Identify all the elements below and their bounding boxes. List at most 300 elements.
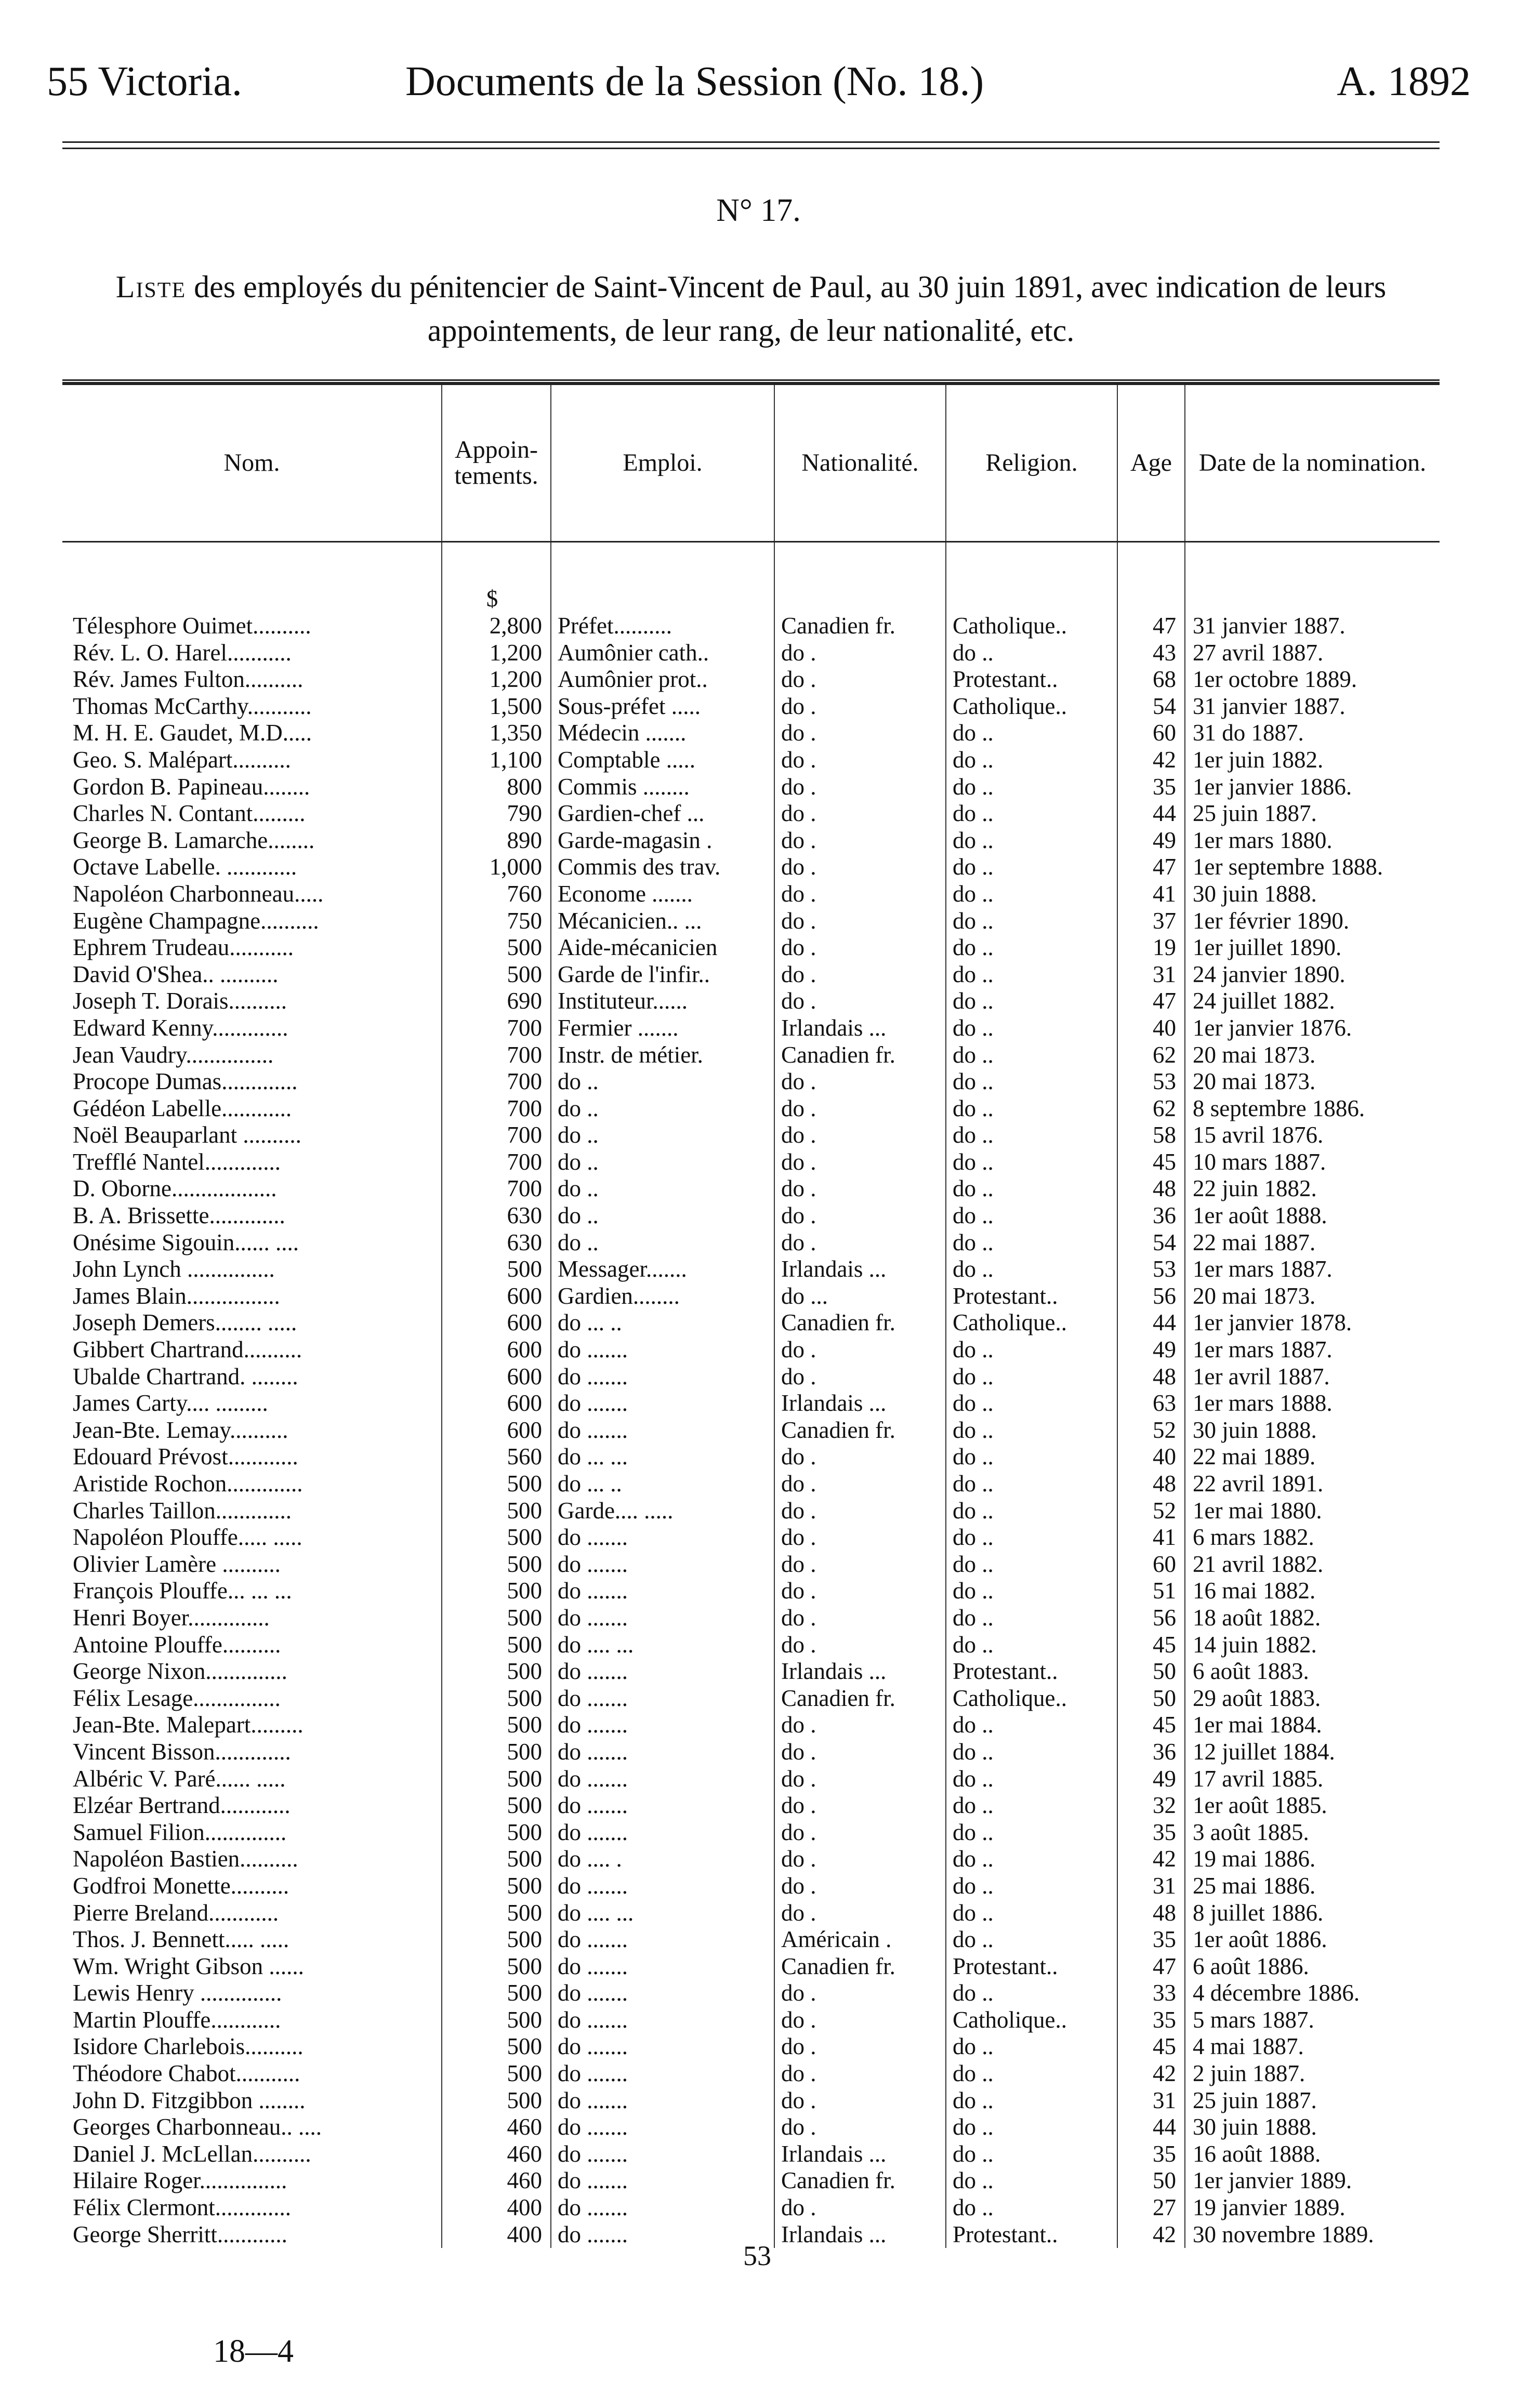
- age-cell: 31: [1117, 1873, 1185, 1900]
- religion-cell: do ..: [946, 854, 1117, 881]
- religion-cell: do ..: [946, 2194, 1117, 2221]
- nationality-cell: do .: [774, 1122, 946, 1149]
- religion-cell: do ..: [946, 2087, 1117, 2114]
- table-row: [62, 2060, 1440, 2087]
- salary-cell: 500: [442, 1792, 551, 1819]
- religion-cell: do ..: [946, 1632, 1117, 1659]
- table-row: [62, 1068, 1440, 1095]
- religion-cell: Catholique..: [946, 1685, 1117, 1712]
- religion-cell: do ..: [946, 1364, 1117, 1391]
- position-cell: Gardien........: [551, 1283, 774, 1310]
- table-row: [62, 1873, 1440, 1900]
- employee-name-cell: George Nixon..............: [73, 1658, 287, 1685]
- appointment-date-cell: 16 mai 1882.: [1185, 1578, 1440, 1605]
- age-cell: 40: [1117, 1015, 1185, 1042]
- nationality-cell: do .: [774, 1766, 946, 1793]
- appointment-date-cell: 21 avril 1882.: [1185, 1551, 1440, 1578]
- nationality-cell: do .: [774, 1792, 946, 1819]
- nationality-cell: do .: [774, 1175, 946, 1202]
- nationality-cell: Canadien fr.: [774, 2167, 946, 2194]
- salary-cell: 600: [442, 1417, 551, 1444]
- header-rule: [62, 141, 1440, 143]
- employee-name-cell: Henri Boyer..............: [73, 1604, 270, 1631]
- table-row: [62, 934, 1440, 961]
- table-row: [62, 1632, 1440, 1659]
- religion-cell: do ..: [946, 747, 1117, 774]
- religion-cell: do ..: [946, 1175, 1117, 1202]
- col-header-religion: Religion.: [946, 385, 1117, 542]
- header-year: A. 1892: [1337, 59, 1471, 104]
- salary-cell: 500: [442, 1766, 551, 1793]
- nationality-cell: do .: [774, 1498, 946, 1525]
- appointment-date-cell: 16 août 1888.: [1185, 2141, 1440, 2168]
- salary-cell: 700: [442, 1175, 551, 1202]
- nationality-cell: do .: [774, 640, 946, 667]
- table-row: [62, 774, 1440, 801]
- col-header-name: Nom.: [62, 385, 442, 542]
- salary-cell: 700: [442, 1149, 551, 1176]
- employee-name-cell: Thomas McCarthy...........: [73, 693, 312, 719]
- employee-name-cell: Lewis Henry ..............: [73, 1980, 282, 2006]
- nationality-cell: do .: [774, 2007, 946, 2034]
- appointment-date-cell: 22 mai 1889.: [1185, 1444, 1440, 1471]
- employee-name-cell: James Carty.... .........: [73, 1390, 268, 1417]
- religion-cell: Catholique..: [946, 2007, 1117, 2034]
- religion-cell: Catholique..: [946, 613, 1117, 640]
- appointment-date-cell: 27 avril 1887.: [1185, 640, 1440, 667]
- religion-cell: do ..: [946, 1068, 1117, 1095]
- appointment-date-cell: 30 novembre 1889.: [1185, 2221, 1440, 2248]
- religion-cell: Protestant..: [946, 1953, 1117, 1980]
- age-cell: 49: [1117, 827, 1185, 854]
- age-cell: 35: [1117, 2007, 1185, 2034]
- nationality-cell: do .: [774, 881, 946, 908]
- religion-cell: Catholique..: [946, 1309, 1117, 1337]
- appointment-date-cell: 25 juin 1887.: [1185, 2087, 1440, 2114]
- position-cell: do ..: [551, 1095, 774, 1122]
- nationality-cell: Irlandais ...: [774, 2221, 946, 2248]
- age-cell: 49: [1117, 1766, 1185, 1793]
- appointment-date-cell: 6 août 1883.: [1185, 1658, 1440, 1685]
- appointment-date-cell: 25 juin 1887.: [1185, 800, 1440, 827]
- age-cell: 35: [1117, 1926, 1185, 1953]
- salary-cell: 600: [442, 1364, 551, 1391]
- table-row: [62, 1739, 1440, 1766]
- appointment-date-cell: 8 septembre 1886.: [1185, 1095, 1440, 1122]
- salary-cell: 890: [442, 827, 551, 854]
- age-cell: 42: [1117, 2221, 1185, 2248]
- col-header-date: Date de la nomination.: [1185, 385, 1440, 542]
- table-row: [62, 1122, 1440, 1149]
- table-row: [62, 1175, 1440, 1202]
- appointment-date-cell: 4 mai 1887.: [1185, 2033, 1440, 2060]
- age-cell: 47: [1117, 1953, 1185, 1980]
- salary-cell: 400: [442, 2221, 551, 2248]
- appointment-date-cell: 1er août 1885.: [1185, 1792, 1440, 1819]
- position-cell: do .......: [551, 1658, 774, 1685]
- age-cell: 48: [1117, 1900, 1185, 1927]
- table-row: [62, 1444, 1440, 1471]
- nationality-cell: do .: [774, 1095, 946, 1122]
- salary-cell: 630: [442, 1202, 551, 1229]
- salary-cell: 460: [442, 2167, 551, 2194]
- employee-table-wrap: [62, 379, 1440, 2248]
- salary-cell: 790: [442, 800, 551, 827]
- age-cell: 50: [1117, 2167, 1185, 2194]
- table-row: [62, 1712, 1440, 1739]
- position-cell: do .......: [551, 1766, 774, 1793]
- religion-cell: do ..: [946, 2167, 1117, 2194]
- employee-name-cell: Thos. J. Bennett..... .....: [73, 1926, 289, 1953]
- table-row: [62, 1337, 1440, 1364]
- age-cell: 56: [1117, 1283, 1185, 1310]
- nationality-cell: do .: [774, 1873, 946, 1900]
- employee-table: [62, 379, 1440, 2248]
- position-cell: do .......: [551, 1390, 774, 1417]
- appointment-date-cell: 10 mars 1887.: [1185, 1149, 1440, 1176]
- age-cell: 44: [1117, 800, 1185, 827]
- employee-name-cell: Joseph Demers........ .....: [73, 1309, 297, 1336]
- religion-cell: do ..: [946, 1444, 1117, 1471]
- age-cell: 48: [1117, 1471, 1185, 1498]
- table-row: [62, 1471, 1440, 1498]
- position-cell: do .......: [551, 2114, 774, 2141]
- table-row: [62, 1149, 1440, 1176]
- age-cell: 43: [1117, 640, 1185, 667]
- employee-name-cell: David O'Shea.. ..........: [73, 961, 279, 987]
- employee-name-cell: Félix Lesage...............: [73, 1685, 281, 1711]
- religion-cell: do ..: [946, 1712, 1117, 1739]
- position-cell: do .......: [551, 1551, 774, 1578]
- nationality-cell: do .: [774, 934, 946, 961]
- salary-cell: 2,800: [442, 613, 551, 640]
- religion-cell: do ..: [946, 988, 1117, 1015]
- employee-name-cell: Gordon B. Papineau........: [73, 773, 310, 800]
- position-cell: do .......: [551, 2033, 774, 2060]
- nationality-cell: Canadien fr.: [774, 613, 946, 640]
- footer-signature: 18—4: [213, 2334, 294, 2369]
- table-row: [62, 2033, 1440, 2060]
- appointment-date-cell: 4 décembre 1886.: [1185, 1980, 1440, 2007]
- appointment-date-cell: 17 avril 1885.: [1185, 1766, 1440, 1793]
- table-header-row: [62, 385, 1440, 542]
- appointment-date-cell: 18 août 1882.: [1185, 1605, 1440, 1632]
- age-cell: 44: [1117, 1309, 1185, 1337]
- appointment-date-cell: 1er septembre 1888.: [1185, 854, 1440, 881]
- appointment-date-cell: 14 juin 1882.: [1185, 1632, 1440, 1659]
- position-cell: Gardien-chef ...: [551, 800, 774, 827]
- table-row: [62, 1095, 1440, 1122]
- religion-cell: do ..: [946, 1792, 1117, 1819]
- age-cell: 51: [1117, 1578, 1185, 1605]
- table-row: [62, 1926, 1440, 1953]
- age-cell: 50: [1117, 1685, 1185, 1712]
- age-cell: 50: [1117, 1658, 1185, 1685]
- nationality-cell: Irlandais ...: [774, 1390, 946, 1417]
- appointment-date-cell: 24 janvier 1890.: [1185, 961, 1440, 988]
- religion-cell: do ..: [946, 1524, 1117, 1551]
- appointment-date-cell: 6 mars 1882.: [1185, 1524, 1440, 1551]
- table-row: [62, 1015, 1440, 1042]
- employee-name-cell: Antoine Plouffe..........: [73, 1631, 281, 1658]
- age-cell: 19: [1117, 934, 1185, 961]
- position-cell: Préfet..........: [551, 613, 774, 640]
- table-row: [62, 2141, 1440, 2168]
- appointment-date-cell: 12 juillet 1884.: [1185, 1739, 1440, 1766]
- employee-name-cell: Noël Beauparlant ..........: [73, 1122, 301, 1148]
- nationality-cell: do .: [774, 1471, 946, 1498]
- nationality-cell: do .: [774, 2060, 946, 2087]
- nationality-cell: do .: [774, 1149, 946, 1176]
- employee-name-cell: Rév. L. O. Harel...........: [73, 639, 292, 666]
- table-row: [62, 1846, 1440, 1873]
- nationality-cell: do .: [774, 1980, 946, 2007]
- list-title: [62, 265, 1440, 352]
- religion-cell: do ..: [946, 1605, 1117, 1632]
- table-row: [62, 2007, 1440, 2034]
- salary-cell: 700: [442, 1068, 551, 1095]
- age-cell: 47: [1117, 988, 1185, 1015]
- religion-cell: do ..: [946, 1766, 1117, 1793]
- employee-name-cell: Gibbert Chartrand..........: [73, 1337, 302, 1363]
- salary-cell: 500: [442, 1926, 551, 1953]
- position-cell: do .......: [551, 2060, 774, 2087]
- position-cell: Aumônier cath..: [551, 640, 774, 667]
- age-cell: 53: [1117, 1068, 1185, 1095]
- age-cell: 52: [1117, 1498, 1185, 1525]
- employee-name-cell: Télesphore Ouimet..........: [73, 613, 311, 639]
- position-cell: do .......: [551, 1873, 774, 1900]
- position-cell: do ... ..: [551, 1471, 774, 1498]
- religion-cell: do ..: [946, 2141, 1117, 2168]
- salary-cell: 500: [442, 1551, 551, 1578]
- employee-name-cell: Charles N. Contant.........: [73, 800, 306, 827]
- employee-name-cell: Procope Dumas.............: [73, 1068, 298, 1095]
- table-row: [62, 827, 1440, 854]
- nationality-cell: do .: [774, 988, 946, 1015]
- position-cell: do .......: [551, 1685, 774, 1712]
- appointment-date-cell: 1er février 1890.: [1185, 908, 1440, 935]
- appointment-date-cell: 22 mai 1887.: [1185, 1229, 1440, 1256]
- position-cell: Commis ........: [551, 774, 774, 801]
- age-cell: 62: [1117, 1095, 1185, 1122]
- age-cell: 62: [1117, 1042, 1185, 1069]
- salary-cell: 1,200: [442, 666, 551, 693]
- table-row: [62, 854, 1440, 881]
- religion-cell: Catholique..: [946, 693, 1117, 720]
- religion-cell: do ..: [946, 1042, 1117, 1069]
- table-row: [62, 1685, 1440, 1712]
- religion-cell: do ..: [946, 934, 1117, 961]
- employee-name-cell: Ephrem Trudeau...........: [73, 934, 294, 961]
- religion-cell: do ..: [946, 1926, 1117, 1953]
- nationality-cell: do .: [774, 2194, 946, 2221]
- salary-cell: 500: [442, 1846, 551, 1873]
- salary-cell: 500: [442, 1900, 551, 1927]
- nationality-cell: do .: [774, 1900, 946, 1927]
- nationality-cell: Irlandais ...: [774, 1658, 946, 1685]
- table-row: [62, 747, 1440, 774]
- appointment-date-cell: 15 avril 1876.: [1185, 1122, 1440, 1149]
- salary-cell: 600: [442, 1283, 551, 1310]
- nationality-cell: Canadien fr.: [774, 1953, 946, 1980]
- appointment-date-cell: 1er octobre 1889.: [1185, 666, 1440, 693]
- salary-cell: 690: [442, 988, 551, 1015]
- running-header: [47, 58, 1471, 110]
- employee-name-cell: B. A. Brissette.............: [73, 1202, 285, 1229]
- salary-cell: 700: [442, 1095, 551, 1122]
- nationality-cell: do .: [774, 1364, 946, 1391]
- col-header-nationality: Nationalité.: [774, 385, 946, 542]
- religion-cell: do ..: [946, 1873, 1117, 1900]
- age-cell: 45: [1117, 2033, 1185, 2060]
- appointment-date-cell: 2 juin 1887.: [1185, 2060, 1440, 2087]
- salary-cell: 400: [442, 2194, 551, 2221]
- religion-cell: Protestant..: [946, 666, 1117, 693]
- age-cell: 42: [1117, 1846, 1185, 1873]
- nationality-cell: Irlandais ...: [774, 1015, 946, 1042]
- salary-cell: 500: [442, 1712, 551, 1739]
- table-row: [62, 908, 1440, 935]
- appointment-date-cell: 6 août 1886.: [1185, 1953, 1440, 1980]
- position-cell: do ..: [551, 1068, 774, 1095]
- salary-cell: 500: [442, 1685, 551, 1712]
- appointment-date-cell: 22 avril 1891.: [1185, 1471, 1440, 1498]
- age-cell: 58: [1117, 1122, 1185, 1149]
- salary-cell: 500: [442, 1256, 551, 1283]
- position-cell: do ..: [551, 1229, 774, 1256]
- salary-cell: 700: [442, 1015, 551, 1042]
- age-cell: 40: [1117, 1444, 1185, 1471]
- age-cell: 60: [1117, 720, 1185, 747]
- nationality-cell: do .: [774, 693, 946, 720]
- salary-cell: 750: [442, 908, 551, 935]
- nationality-cell: do .: [774, 1578, 946, 1605]
- nationality-cell: do .: [774, 2087, 946, 2114]
- table-row: [62, 2087, 1440, 2114]
- employee-name-cell: Hilaire Roger...............: [73, 2167, 287, 2194]
- table-row: [62, 1524, 1440, 1551]
- salary-cell: 700: [442, 1122, 551, 1149]
- table-row: [62, 2167, 1440, 2194]
- age-cell: 36: [1117, 1202, 1185, 1229]
- nationality-cell: do .: [774, 774, 946, 801]
- employee-name-cell: John D. Fitzgibbon ........: [73, 2087, 306, 2113]
- religion-cell: do ..: [946, 1498, 1117, 1525]
- salary-cell: 630: [442, 1229, 551, 1256]
- table-row: [62, 1605, 1440, 1632]
- religion-cell: do ..: [946, 1202, 1117, 1229]
- salary-cell: 500: [442, 1471, 551, 1498]
- salary-cell: 1,200: [442, 640, 551, 667]
- table-row: [62, 881, 1440, 908]
- nationality-cell: do .: [774, 1605, 946, 1632]
- appointment-date-cell: 31 janvier 1887.: [1185, 693, 1440, 720]
- position-cell: do .......: [551, 1712, 774, 1739]
- age-cell: 31: [1117, 961, 1185, 988]
- table-row: [62, 1229, 1440, 1256]
- employee-name-cell: Napoléon Charbonneau.....: [73, 880, 324, 907]
- age-cell: 47: [1117, 613, 1185, 640]
- nationality-cell: do .: [774, 1712, 946, 1739]
- age-cell: 63: [1117, 1390, 1185, 1417]
- age-cell: 60: [1117, 1551, 1185, 1578]
- nationality-cell: do .: [774, 2033, 946, 2060]
- religion-cell: do ..: [946, 720, 1117, 747]
- religion-cell: do ..: [946, 1980, 1117, 2007]
- appointment-date-cell: 8 juillet 1886.: [1185, 1900, 1440, 1927]
- age-cell: 41: [1117, 1524, 1185, 1551]
- appointment-date-cell: 20 mai 1873.: [1185, 1042, 1440, 1069]
- nationality-cell: do .: [774, 1444, 946, 1471]
- position-cell: do .......: [551, 2221, 774, 2248]
- position-cell: Messager.......: [551, 1256, 774, 1283]
- religion-cell: do ..: [946, 1390, 1117, 1417]
- position-cell: do .......: [551, 1739, 774, 1766]
- salary-cell: 600: [442, 1390, 551, 1417]
- table-row: [62, 1819, 1440, 1846]
- table-row: [62, 1283, 1440, 1310]
- appointment-date-cell: 25 mai 1886.: [1185, 1873, 1440, 1900]
- salary-cell: 500: [442, 1605, 551, 1632]
- table-row: [62, 1309, 1440, 1337]
- age-cell: 47: [1117, 854, 1185, 881]
- salary-cell: 500: [442, 1578, 551, 1605]
- nationality-cell: Irlandais ...: [774, 2141, 946, 2168]
- employee-name-cell: Charles Taillon.............: [73, 1497, 292, 1524]
- nationality-cell: do .: [774, 720, 946, 747]
- nationality-cell: do ...: [774, 1283, 946, 1310]
- religion-cell: do ..: [946, 2060, 1117, 2087]
- appointment-date-cell: 3 août 1885.: [1185, 1819, 1440, 1846]
- religion-cell: do ..: [946, 1578, 1117, 1605]
- age-cell: 37: [1117, 908, 1185, 935]
- employee-name-cell: Théodore Chabot...........: [73, 2060, 300, 2087]
- table-row: [62, 1390, 1440, 1417]
- employee-name-cell: Octave Labelle. ............: [73, 854, 297, 880]
- table-row: [62, 1766, 1440, 1793]
- table-row: [62, 1417, 1440, 1444]
- salary-cell: 1,500: [442, 693, 551, 720]
- nationality-cell: do .: [774, 1632, 946, 1659]
- salary-cell: 500: [442, 1980, 551, 2007]
- appointment-date-cell: 19 janvier 1889.: [1185, 2194, 1440, 2221]
- position-cell: do ..: [551, 1149, 774, 1176]
- age-cell: 41: [1117, 881, 1185, 908]
- nationality-cell: do .: [774, 1202, 946, 1229]
- table-row: [62, 1953, 1440, 1980]
- position-cell: do .... .: [551, 1846, 774, 1873]
- salary-cell: 500: [442, 1953, 551, 1980]
- appointment-date-cell: 20 mai 1873.: [1185, 1283, 1440, 1310]
- position-cell: Fermier .......: [551, 1015, 774, 1042]
- age-cell: 31: [1117, 2087, 1185, 2114]
- position-cell: do .......: [551, 1417, 774, 1444]
- position-cell: Aumônier prot..: [551, 666, 774, 693]
- appointment-date-cell: 24 juillet 1882.: [1185, 988, 1440, 1015]
- appointment-date-cell: 1er mars 1887.: [1185, 1256, 1440, 1283]
- employee-name-cell: Martin Plouffe............: [73, 2006, 281, 2033]
- appointment-date-cell: 19 mai 1886.: [1185, 1846, 1440, 1873]
- table-row: [62, 666, 1440, 693]
- table-row: [62, 1658, 1440, 1685]
- employee-name-cell: François Plouffe... ... ...: [73, 1578, 292, 1604]
- title-text: des employés du pénitencier de Saint-Vincent de Paul, au 30 juin 1891, avec indication de leurs appointements, de leur rang, de leur nationalité, etc.: [186, 270, 1387, 348]
- page-number: 53: [743, 2240, 771, 2271]
- position-cell: do .......: [551, 2141, 774, 2168]
- header-documents: Documents de la Session (No. 18.): [405, 59, 984, 104]
- appointment-date-cell: 31 janvier 1887.: [1185, 613, 1440, 640]
